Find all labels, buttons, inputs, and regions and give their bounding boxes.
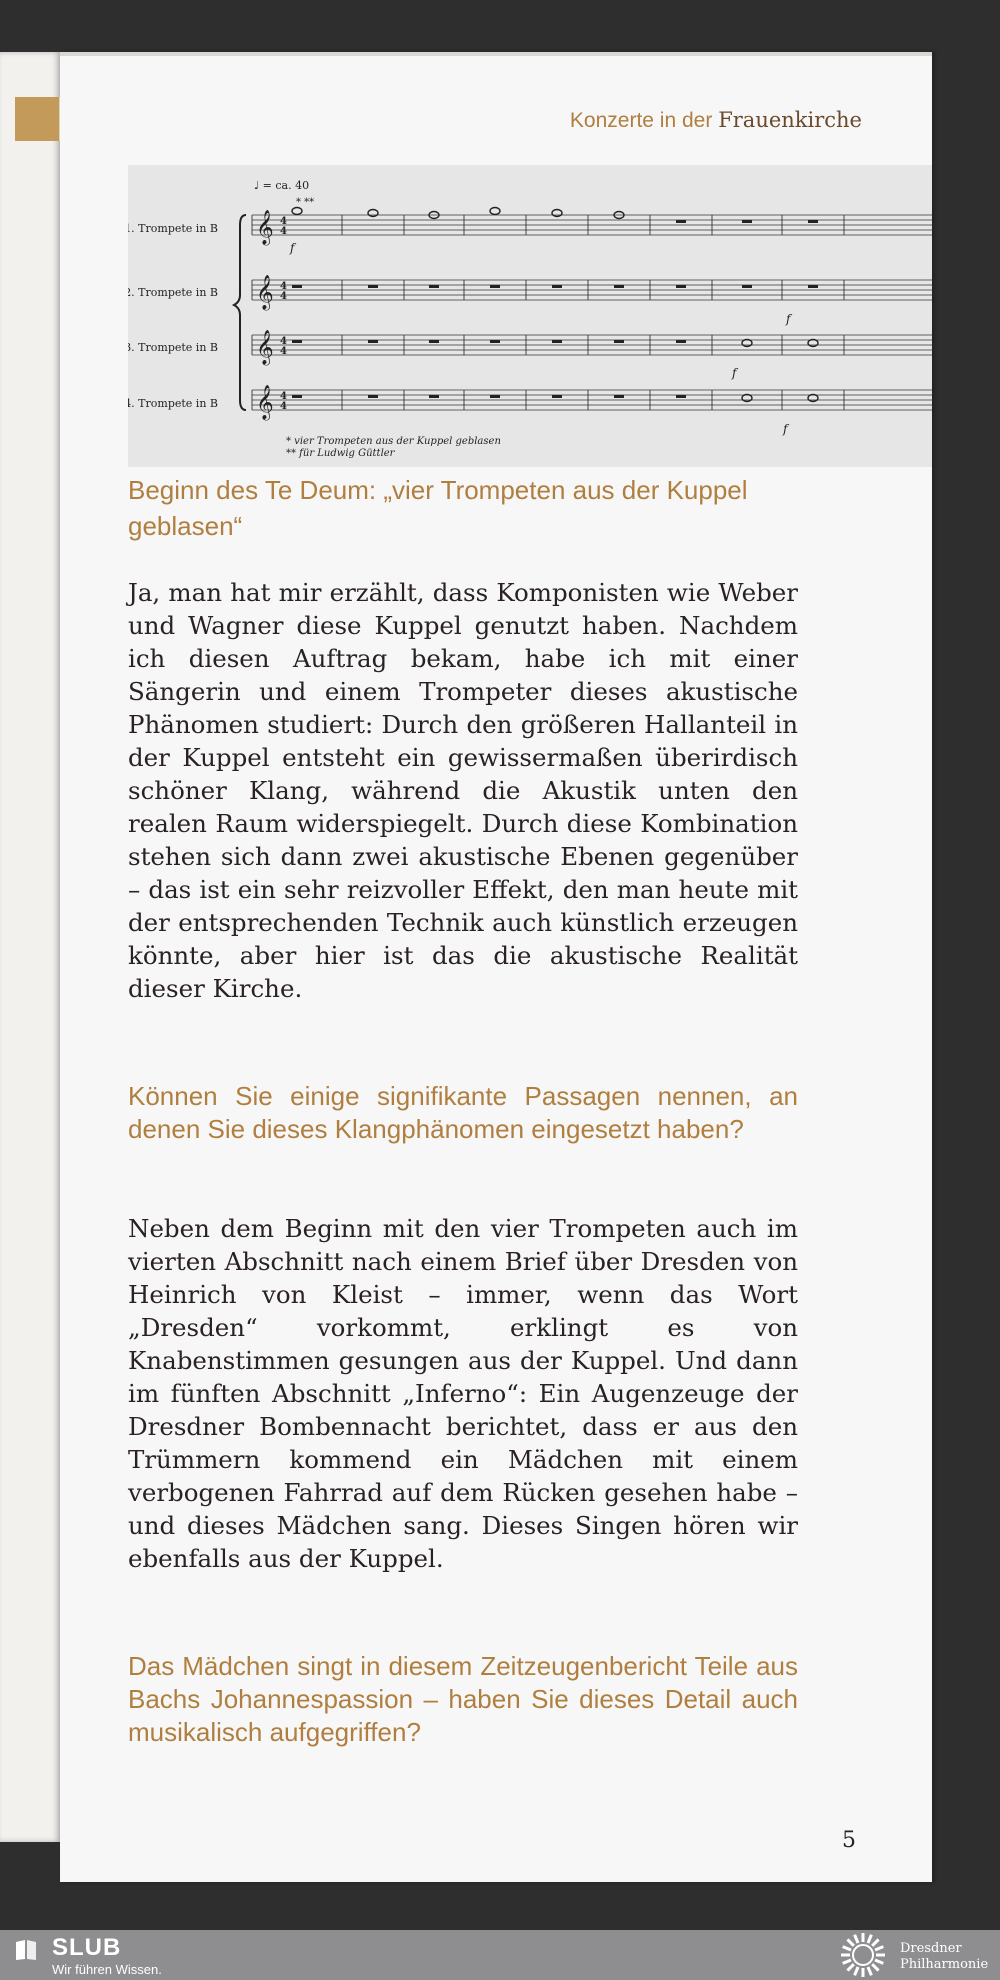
svg-text:4: 4 xyxy=(280,281,287,292)
score-footnote-2: ** für Ludwig Güttler xyxy=(286,448,395,459)
score-tempo: ♩ = ca. 40 xyxy=(254,179,310,192)
score-caption: Beginn des Te Deum: „vier Trompeten aus der Kuppel geblasen“ xyxy=(128,475,748,541)
svg-text:4: 4 xyxy=(280,401,287,412)
svg-text:4: 4 xyxy=(280,216,287,227)
running-header xyxy=(570,108,862,133)
footer-bar xyxy=(0,1930,1000,1980)
svg-text:𝄞: 𝄞 xyxy=(256,330,274,365)
staff-label-2: 2. Trompete in B xyxy=(128,286,218,299)
score-footnote-1: * vier Trompeten aus der Kuppel geblasen xyxy=(286,436,501,447)
left-page-edge xyxy=(0,52,60,1842)
header-part1: Konzerte in der xyxy=(569,109,713,132)
score-marks: * ** xyxy=(296,197,315,208)
interview-question-2: Das Mädchen singt in diesem Zeitzeugenbericht Teile aus Bachs Johannespassion – haben Sie dieses Detail auch musikalisch aufgegriffen? xyxy=(128,1651,798,1747)
svg-text:4: 4 xyxy=(280,291,287,302)
svg-text:4: 4 xyxy=(280,226,287,237)
dynamic-mark-4: f xyxy=(783,422,788,436)
svg-text:𝄞: 𝄞 xyxy=(256,275,274,310)
svg-text:4: 4 xyxy=(280,391,287,402)
header-part2: Frauenkirche xyxy=(718,108,862,132)
slub-tagline: Wir führen Wissen. xyxy=(52,1962,162,1977)
page-number: 5 xyxy=(842,1828,856,1853)
answer-paragraph-2: Neben dem Beginn mit den vier Trompeten auch im vierten Abschnitt nach einem Brief über Dresden von Heinrich von Kleist – immer, wenn das Wort „Dresden“ vorkommt, erklingt es von Knabenstimmen gesungen aus der Kuppel. Und dann im fünften Abschnitt „Inferno“: Ein Augenzeuge der Dresdner Bombennacht berichtet, dass er aus den Trümmern kommend ein Mädchen mit einem verbogenen Fahrrad auf dem Rücken gesehen habe – und dieses Mädchen sang. Dieses Singen hören wir ebenfalls aus der Kuppel. xyxy=(128,1214,798,1573)
slub-logo-text: SLUB xyxy=(52,1934,122,1961)
dynamic-mark-1: f xyxy=(290,241,295,255)
svg-text:4: 4 xyxy=(280,336,287,347)
slub-book-icon xyxy=(14,1939,38,1961)
partner-name-line1: Dresdner xyxy=(900,1941,962,1956)
dynamic-mark-2: f xyxy=(786,312,791,326)
answer-paragraph-1: Ja, man hat mir erzählt, dass Komponisten wie Weber und Wagner diese Kuppel genutzt haben. Nachdem ich diesen Auftrag bekam, habe ich mit einer Sängerin und einem Trompeter dieses akustische Phänomen studiert: Durch den größeren Hallanteil in der Kuppel entsteht ein gewissermaßen überirdisch schöner Klang, während die Akustik unten den realen Raum widerspiegelt. Durch diese Kombination stehen sich dann zwei akustische Ebenen gegenüber – das ist ein sehr reizvoller Effekt, den man heute mit der entsprechenden Technik auch künstlich erzeugen könnte, aber hier ist das die akustische Realität dieser Kirche. xyxy=(128,578,798,1003)
staff-label-3: 3. Trompete in B xyxy=(128,341,218,354)
partner-name-line2: Philharmonie xyxy=(900,1957,989,1972)
interview-question-1: Können Sie einige signifikante Passagen nennen, an denen Sie dieses Klangphänomen eingesetzt haben? xyxy=(128,1081,798,1144)
dynamic-mark-3: f xyxy=(732,366,737,380)
staff-label-4: 4. Trompete in B xyxy=(128,397,218,410)
svg-text:𝄞: 𝄞 xyxy=(256,210,274,245)
music-score xyxy=(128,165,932,467)
score-svg xyxy=(128,165,932,467)
staff-lines xyxy=(234,208,932,422)
svg-text:𝄞: 𝄞 xyxy=(256,385,274,420)
philharmonie-sun-icon xyxy=(838,1931,888,1979)
svg-text:4: 4 xyxy=(280,346,287,357)
booklet-page xyxy=(60,52,932,1882)
staff-label-1: 1. Trompete in B xyxy=(128,222,218,235)
